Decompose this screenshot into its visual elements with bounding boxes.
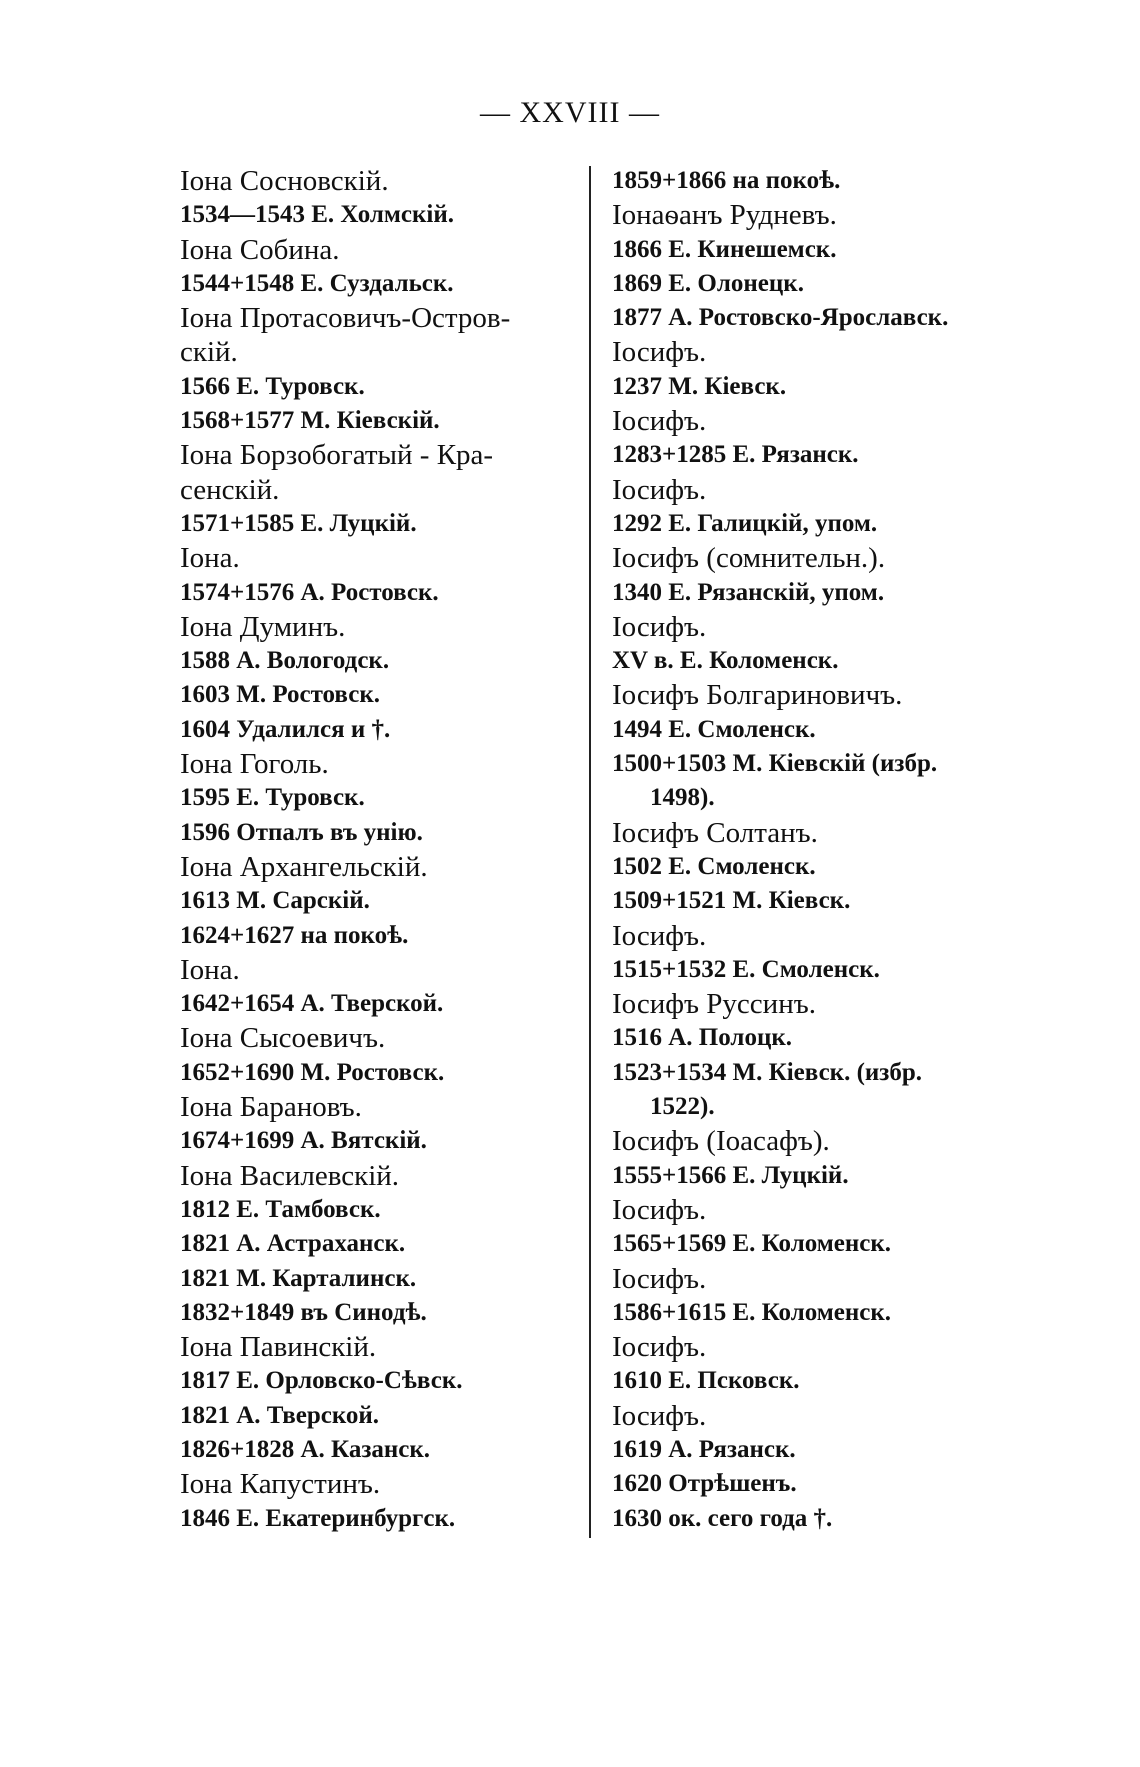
entry-detail: 1821 М. Карталинск.: [180, 1264, 417, 1292]
entry-detail: 1652+1690 М. Ростовск.: [180, 1058, 445, 1086]
entry-detail: 1509+1521 М. Кіевск.: [612, 887, 851, 915]
entry-name: Іосифъ.: [612, 405, 707, 438]
entry-detail: 1821 А. Астраханск.: [180, 1230, 406, 1258]
entry-detail: 1237 М. Кіевск.: [612, 372, 787, 400]
entry-name: Іона.: [180, 542, 240, 575]
entry-detail: 1515+1532 Е. Смоленск.: [612, 955, 880, 983]
entry-name: Іосифъ Солтанъ.: [612, 816, 818, 849]
entry-detail: 1596 Отпалъ въ унію.: [180, 818, 423, 846]
entry-name: Іона.: [180, 953, 240, 986]
entry-detail: 1574+1576 А. Ростовск.: [180, 578, 439, 606]
entry-detail: 1866 Е. Кинешемск.: [612, 235, 837, 263]
entry-detail: 1832+1849 въ Синодѣ.: [180, 1298, 427, 1326]
entry-detail: XV в. Е. Коломенск.: [612, 647, 839, 675]
entry-name: сенскій.: [180, 473, 280, 506]
entry-detail: 1523+1534 М. Кіевск. (избр.: [612, 1058, 922, 1086]
entry-detail: 1846 Е. Екатеринбургск.: [180, 1504, 456, 1532]
entry-detail: 1516 А. Полоцк.: [612, 1024, 793, 1052]
entry-name: Іосифъ.: [612, 1399, 707, 1432]
entry-name: Іона Гоголь.: [180, 748, 329, 781]
entry-detail: 1555+1566 Е. Луцкій.: [612, 1161, 849, 1189]
entry-name: Іона Сосновскій.: [180, 165, 389, 197]
entry-detail: 1619 А. Рязанск.: [612, 1435, 796, 1463]
entry-detail: 1498).: [650, 784, 715, 812]
entry-detail: 1500+1503 М. Кіевскій (избр.: [612, 750, 938, 778]
entry-detail: 1565+1569 Е. Коломенск.: [612, 1230, 892, 1258]
entry-detail: 1817 Е. Орловско-Сѣвск.: [180, 1367, 463, 1395]
entry-detail: 1877 А. Ростовско-Ярославск.: [612, 304, 949, 332]
entry-detail: 1624+1627 на покоѣ.: [180, 921, 409, 949]
entry-name: Іосифъ.: [612, 336, 707, 369]
entry-detail: 1588 А. Вологодск.: [180, 647, 390, 675]
entry-name: Іосифъ Болгариновичъ.: [612, 679, 903, 712]
entry-detail: 1571+1585 Е. Луцкій.: [180, 509, 417, 537]
entry-detail: 1812 Е. Тамбовск.: [180, 1195, 381, 1223]
entry-name: Іона Капустинъ.: [180, 1468, 381, 1501]
entry-name: Іосифъ.: [612, 1262, 707, 1295]
entry-detail: 1630 ок. сего года †.: [612, 1504, 833, 1532]
entry-detail: 1674+1699 А. Вятскій.: [180, 1127, 427, 1155]
left-column: [180, 164, 600, 1536]
entry-name: Іонаѳанъ Рудневъ.: [612, 199, 837, 232]
entry-detail: 1534—1543 Е. Холмскій.: [180, 201, 455, 229]
entry-name: Іона Василевскій.: [180, 1159, 400, 1192]
entry-detail: 1340 Е. Рязанскій, упом.: [612, 578, 885, 606]
entry-detail: 1586+1615 Е. Коломенск.: [612, 1298, 892, 1326]
entry-detail: 1859+1866 на покоѣ.: [612, 167, 841, 194]
entry-name: Іосифъ.: [612, 473, 707, 506]
entry-name: Іона Собина.: [180, 233, 340, 266]
entry-name: Іосифъ.: [612, 610, 707, 643]
entry-detail: 1502 Е. Смоленск.: [612, 852, 816, 880]
entry-detail: 1613 М. Сарскій.: [180, 887, 370, 915]
entry-name: Іосифъ.: [612, 1193, 707, 1226]
entry-name: Іона Павинскій.: [180, 1331, 377, 1364]
entry-detail: 1544+1548 Е. Суздальск.: [180, 269, 454, 297]
entry-detail: 1826+1828 А. Казанск.: [180, 1435, 431, 1463]
entry-name: Іона Протасовичъ-Остров-: [180, 302, 511, 335]
entry-detail: 1566 Е. Туровск.: [180, 372, 365, 400]
entry-name: Іона Думинъ.: [180, 610, 346, 643]
entry-name: Іона Сысоевичъ.: [180, 1022, 386, 1055]
entry-detail: 1595 Е. Туровск.: [180, 784, 365, 812]
entry-name: Іона Барановъ.: [180, 1091, 362, 1124]
column-divider: [589, 166, 591, 1538]
entry-name: Іосифъ.: [612, 919, 707, 952]
entry-detail: 1821 А. Тверской.: [180, 1401, 380, 1429]
page-number-header: — XXVIII —: [480, 96, 660, 129]
entry-name: Іосифъ (сомнительн.).: [612, 542, 886, 575]
entry-detail: 1283+1285 Е. Рязанск.: [612, 441, 859, 469]
entry-name: Іона Архангельскій.: [180, 850, 428, 883]
entry-detail: 1292 Е. Галицкій, упом.: [612, 509, 878, 537]
entry-detail: 1522).: [650, 1093, 715, 1121]
entry-detail: 1620 Отрѣшенъ.: [612, 1470, 797, 1498]
entry-name: скій.: [180, 336, 238, 369]
entry-detail: 1568+1577 М. Кіевскій.: [180, 407, 440, 435]
entry-detail: 1603 М. Ростовск.: [180, 681, 380, 709]
entry-name: Іосифъ Руссинъ.: [612, 988, 816, 1021]
entry-detail: 1494 Е. Смоленск.: [612, 715, 816, 743]
right-column: [612, 164, 1032, 1536]
entry-name: Іосифъ.: [612, 1331, 707, 1364]
entry-detail: 1610 Е. Псковск.: [612, 1367, 800, 1395]
entry-name: Іона Борзобогатый - Кра-: [180, 439, 494, 472]
entry-detail: 1642+1654 А. Тверской.: [180, 990, 444, 1018]
entry-name: Іосифъ (Іоасафъ).: [612, 1125, 830, 1158]
entry-detail: 1869 Е. Олонецк.: [612, 269, 804, 297]
entry-detail: 1604 Удалился и †.: [180, 715, 391, 743]
